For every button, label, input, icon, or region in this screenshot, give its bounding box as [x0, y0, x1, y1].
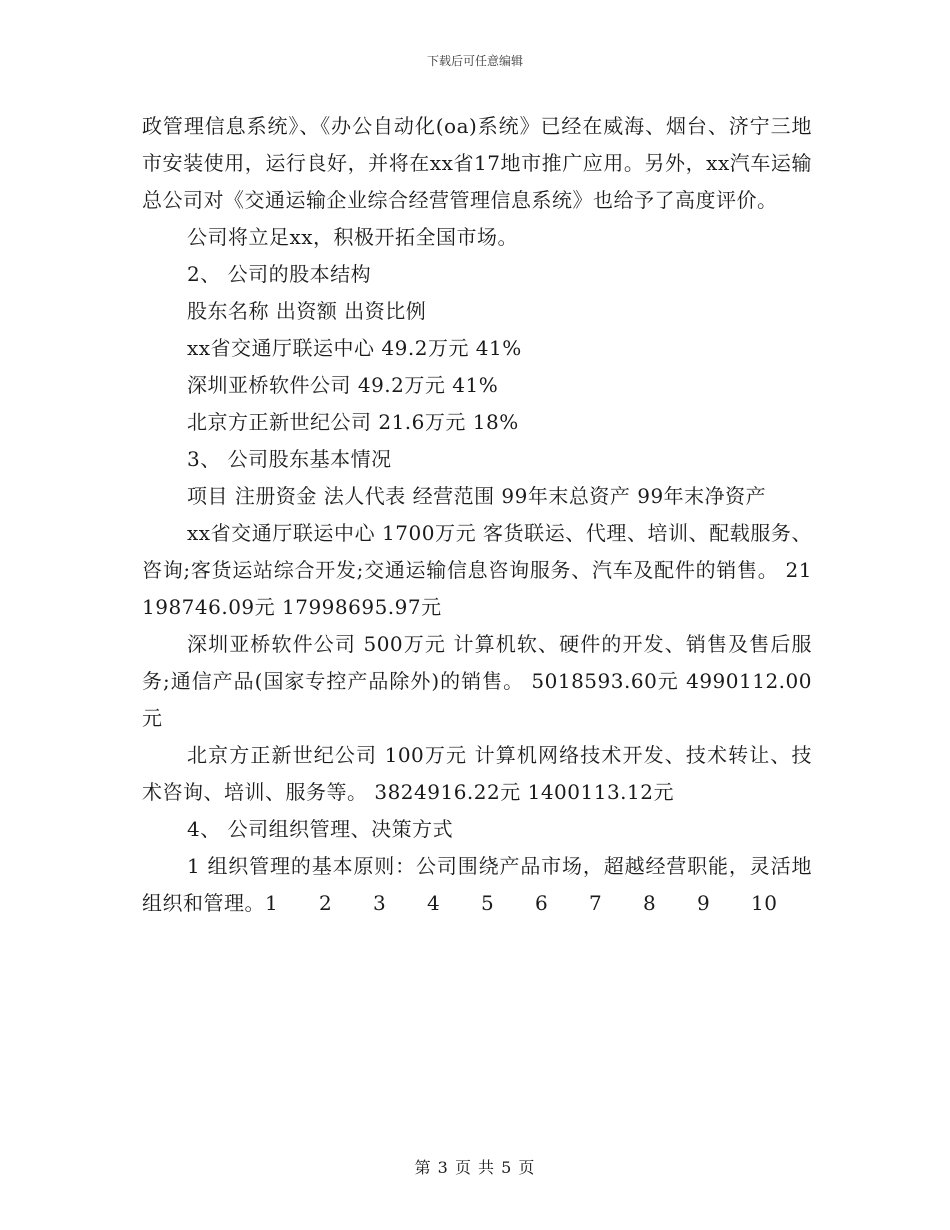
- section-heading-3: 3、 公司股东基本情况: [187, 447, 392, 471]
- sequence-number: 3: [373, 891, 387, 915]
- page-header: 下载后可任意编辑: [426, 54, 523, 68]
- sequence-number: 9: [697, 891, 711, 915]
- paragraph-principles: [142, 848, 812, 922]
- sequence-number: 8: [643, 891, 657, 915]
- sequence-number: 5: [481, 891, 495, 915]
- paragraph-1: 政管理信息系统》、《办公自动化(oa)系统》已经在威海、烟台、济宁三地市安装使用，运行良好，并将在xx省17地市推广应用。另外，xx汽车运输总公司对《交通运输企业综合经营管理信息系统》也给予了高度评价。: [142, 114, 812, 212]
- section-heading-4: 4、 公司组织管理、决策方式: [187, 817, 454, 841]
- sequence-number: 10: [751, 891, 778, 915]
- shareholder-table-header: 股东名称 出资额 出资比例: [187, 299, 427, 323]
- shareholder-info-2: 深圳亚桥软件公司 500万元 计算机软、硬件的开发、销售及售后服务;通信产品(国家专控产品除外)的销售。 5018593.60元 4990112.00元: [142, 632, 812, 730]
- sequence-number: 2: [319, 891, 333, 915]
- sequence-number: 1: [265, 891, 279, 915]
- sequence-number: 4: [427, 891, 441, 915]
- number-sequence: [265, 891, 805, 915]
- page-footer: 第 3 页 共 5 页: [414, 1158, 536, 1177]
- shareholder-info-header: 项目 注册资金 法人代表 经营范围 99年末总资产 99年末净资产: [187, 484, 767, 508]
- paragraph-2: 公司将立足xx，积极开拓全国市场。: [187, 225, 519, 249]
- sequence-number: 6: [535, 891, 549, 915]
- sequence-number: 7: [589, 891, 603, 915]
- shareholder-info-1: xx省交通厅联运中心 1700万元 客货联运、代理、培训、配载服务、咨询;客货运站综合开发;交通运输信息咨询服务、汽车及配件的销售。 21198746.09元 17998695.97元: [142, 521, 812, 619]
- principles-text: 1 组织管理的基本原则：公司围绕产品市场，超越经营职能，灵活地组织和管理。: [142, 854, 812, 915]
- section-heading-2: 2、 公司的股本结构: [187, 262, 372, 286]
- document-body: [142, 108, 812, 922]
- shareholder-row-2: 深圳亚桥软件公司 49.2万元 41%: [187, 373, 499, 397]
- shareholder-info-3: 北京方正新世纪公司 100万元 计算机网络技术开发、技术转让、技术咨询、培训、服务等。 3824916.22元 1400113.12元: [142, 743, 812, 804]
- shareholder-row-3: 北京方正新世纪公司 21.6万元 18%: [187, 410, 519, 434]
- shareholder-row-1: xx省交通厅联运中心 49.2万元 41%: [187, 336, 522, 360]
